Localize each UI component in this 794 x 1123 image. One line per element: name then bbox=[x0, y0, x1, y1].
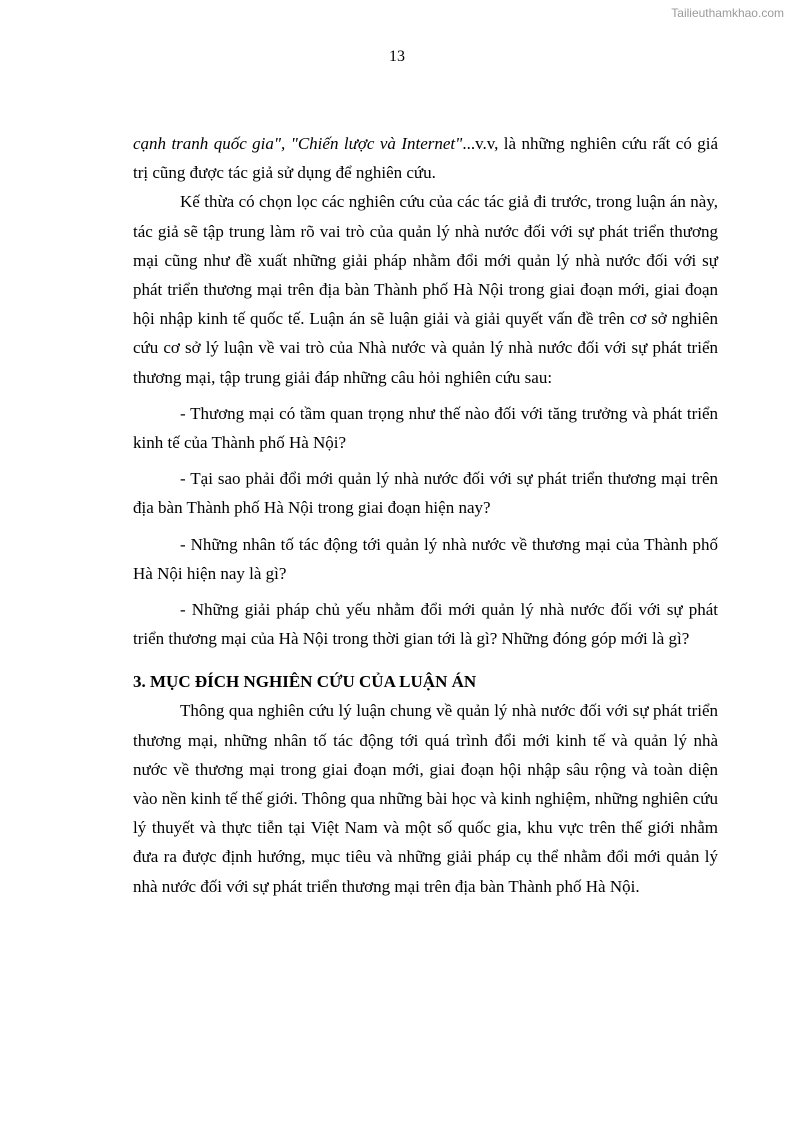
research-question-4: - Những giải pháp chủ yếu nhằm đổi mới quản lý nhà nước đối với sự phát triển thương mại của Hà Nội trong thời gian tới là gì? Những đóng góp mới là gì? bbox=[133, 600, 718, 649]
paragraph-purpose: Thông qua nghiên cứu lý luận chung về quản lý nhà nước đối với sự phát triển thương mại, những nhân tố tác động tới quá trình đổi mới kinh tế và quản lý nhà nước về thương mại trong giai đoạn mới, giai đoạn hội nhập sâu rộng và toàn diện vào nền kinh tế thế giới. Thông qua những bài học và kinh nghiệm, những nghiên cứu lý thuyết và thực tiễn tại Việt Nam và một số quốc gia, khu vực trên thế giới nhằm đưa ra được định hướng, mục tiêu và những giải pháp cụ thể nhằm đổi mới quản lý nhà nước đối với sự phát triển thương mại trên địa bàn Thành phố Hà Nội. bbox=[133, 701, 718, 896]
research-question-2: - Tại sao phải đổi mới quản lý nhà nước đối với sự phát triển thương mại trên địa bàn Thành phố Hà Nội trong giai đoạn hiện nay? bbox=[133, 469, 718, 518]
paragraph-continuation bbox=[133, 129, 718, 187]
section-heading: 3. MỤC ĐÍCH NGHIÊN CỨU CỦA LUẬN ÁN bbox=[133, 672, 477, 692]
watermark: Tailieuthamkhao.com bbox=[671, 6, 784, 20]
italic-citation: cạnh tranh quốc gia", "Chiến lược và Internet" bbox=[133, 134, 463, 153]
document-body bbox=[133, 129, 718, 901]
paragraph-approach: Kế thừa có chọn lọc các nghiên cứu của các tác giả đi trước, trong luận án này, tác giả sẽ tập trung làm rõ vai trò của quản lý nhà nước đối với sự phát triển thương mại cũng như đề xuất những giải pháp nhằm đổi mới quản lý nhà nước đối với sự phát triển thương mại trên địa bàn Thành phố Hà Nội trong giai đoạn mới, giai đoạn hội nhập kinh tế quốc tế. Luận án sẽ luận giải và giải quyết vấn đề trên cơ sở nghiên cứu cơ sở lý luận về vai trò của Nhà nước và quản lý nhà nước đối với sự phát triển thương mại, tập trung giải đáp những câu hỏi nghiên cứu sau: bbox=[133, 192, 718, 387]
research-question-1: - Thương mại có tầm quan trọng như thế nào đối với tăng trưởng và phát triển kinh tế của Thành phố Hà Nội? bbox=[133, 403, 718, 453]
page-number: 13 bbox=[389, 48, 405, 65]
paragraph-continuation-text: ...v.v, là những nghiên cứu rất có giá trị cũng được tác giả sử dụng để nghiên cứu. bbox=[133, 134, 719, 183]
research-question-3: - Những nhân tố tác động tới quản lý nhà nước về thương mại của Thành phố Hà Nội hiện nay là gì? bbox=[133, 534, 718, 583]
